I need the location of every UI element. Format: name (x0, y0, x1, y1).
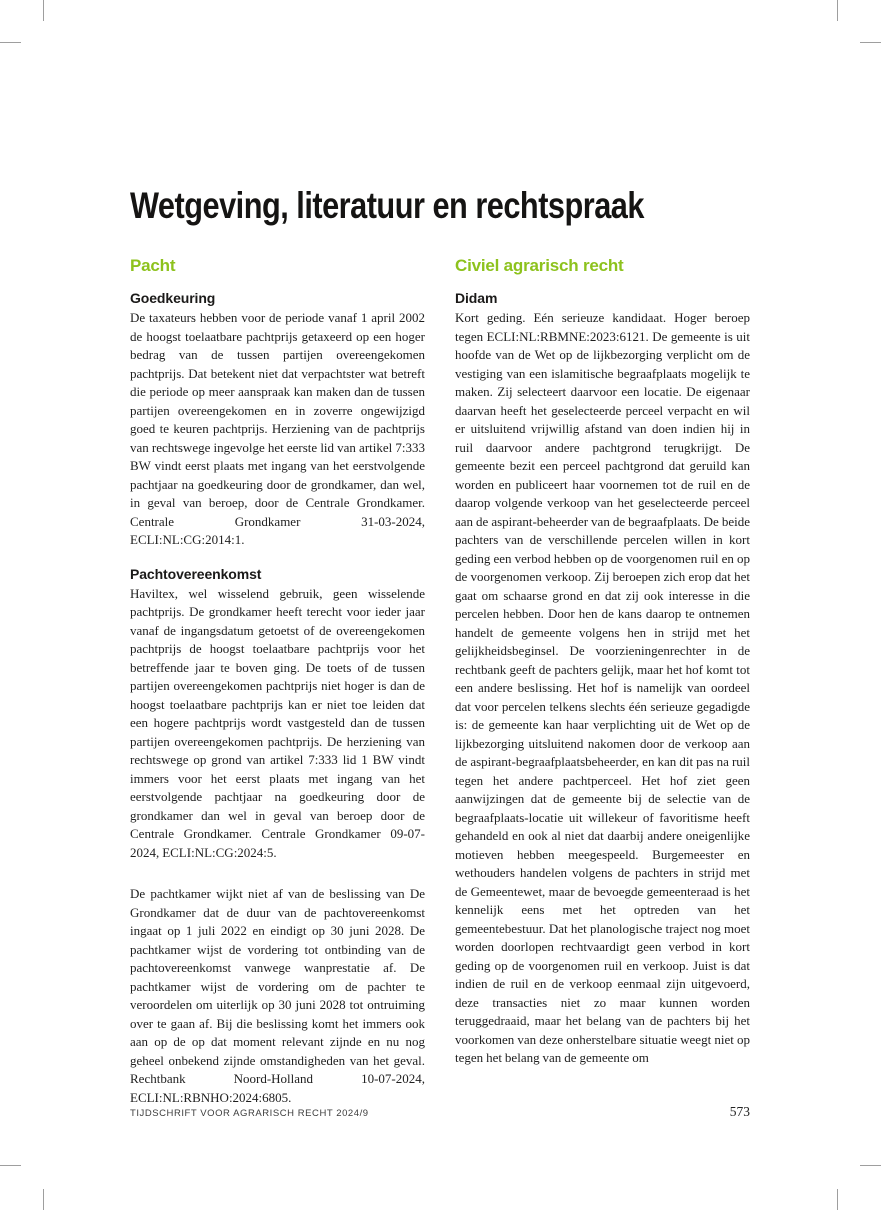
two-column-layout (130, 256, 750, 1107)
section-heading-pacht: Pacht (130, 256, 176, 275)
crop-mark-bottom-right-horizontal (860, 1165, 881, 1166)
crop-mark-top-right-horizontal (860, 42, 881, 43)
article-heading: Goedkeuring (130, 290, 216, 306)
article-pachtovereenkomst (130, 566, 425, 1108)
article-heading: Didam (455, 290, 498, 306)
column-right (455, 256, 750, 1107)
article-paragraph: Haviltex, wel wisselend gebruik, geen wisselende pachtprijs. De grondkamer heeft terecht voor ieder jaar vanaf de ingangsdatum getoetst of de overeengekomen pachtprijs de hoogst toelaatbare pachtprijs voor het betreffende jaar te boven ging. De toets of de tussen partijen overeengekomen pachtprijs niet hoger is dan de hoogst toelaatbare pachtprijs kan er niet toe leiden dat een hogere pachtprijs wordt vastgesteld dan de tussen partijen overeengekomen pachtprijs. De herziening van rechtswege op grond van artikel 7:333 lid 1 BW vindt immers voor het eerst plaats met ingang van het eerstvolgende pachtjaar na goedkeuring door de grondkamer dan wel in geval van beroep door de Centrale Grondkamer. Centrale Grondkamer 09-07-2024, ECLI:NL:CG:2024:5. (130, 585, 425, 860)
page-title: Wetgeving, literatuur en rechtspraak (130, 185, 644, 226)
crop-mark-top-left-horizontal (0, 42, 21, 43)
crop-mark-top-left-vertical (43, 0, 44, 21)
page-content (130, 186, 750, 1107)
article-heading: Pachtovereenkomst (130, 565, 262, 582)
crop-mark-bottom-left-vertical (43, 1189, 44, 1210)
column-left (130, 256, 425, 1107)
crop-mark-bottom-left-horizontal (0, 1165, 21, 1166)
article-paragraph: De taxateurs hebben voor de periode vanaf 1 april 2002 de hoogst toelaatbare pachtprijs getaxeerd op een hoger bedrag van de tussen partijen overeengekomen pachtprijs. Dat betekent niet dat verpachtster wat betreft die periode op meer aanspraak kan maken dan de tussen partijen overeengekomen en in zoverre ongewijzigd goed te keuren pachtprijs. Herziening van de pachtprijs van rechtswege ingevolge het eerste lid van artikel 7:333 BW vindt eerst plaats met ingang van het eerstvolgende pachtjaar na goedkeuring door de grondkamer, dan wel, in geval van beroep, door de Centrale Grondkamer. Centrale Grondkamer 31-03-2024, ECLI:NL:CG:2014:1. (130, 310, 425, 547)
article-paragraph: Kort geding. Eén serieuze kandidaat. Hoger beroep tegen ECLI:NL:RBMNE:2023:6121. De gemeente is uit hoofde van de Wet op de lijkbezorging verplicht om de vestiging van een islamitische begraafplaats mogelijk te maken. Zij selecteert daarvoor een locatie. De eigenaar daarvan heeft het geselecteerde perceel verpacht en wil er uitsluitend vrijwillig afstand van doen indien hij in ruil daarvoor andere pachtgrond terugkrijgt. De gemeente bezit een perceel pachtgrond dat geruild kan worden en publiceert haar voornemen tot de ruil en de daarop volgende verkoop van het geselecteerde perceel aan de aspirant-beheerder van de begraafplaats. De beide pachters van de verschillende percelen willen in kort geding een verbod hebben op de voorgenomen ruil en op de voorgenomen verkoop. Zij beroepen zich erop dat het gaat om schaarse grond en dat zij ook interesse in die percelen hebben. Door hen de kans daarop te ontnemen handelt de gemeente volgens hen in strijd met het gelijkheidsbeginsel. De voorzieningenrechter in de rechtbank geeft de pachters gelijk, maar het hof komt tot een andere beslissing. Het hof is namelijk van oordeel dat voor percelen telkens slechts één serieuze gegadigde is: de gemeente kan haar verplichting uit de Wet op de lijkbezorging uitsluitend nakomen door de verkoop aan de aspirant-begraafplaatsbeheerder, en kan dit pas na ruil tegen het andere pachtperceel. Het hof ziet geen aanwijzingen dat de gemeente bij de selectie van de begraafplaats-locatie uit willekeur of favoritisme heeft gehandeld en ook al niet dat daarbij andere oneigenlijke motieven hebben meegespeeld. Burgemeester en wethouders handelen volgens de pachters in strijd met de Gemeentewet, maar de bevoegde gemeenteraad is het kennelijk eens met het optreden van het gemeentebestuur. Dat het planologische traject nog moet worden doorlopen rechtvaardigt geen verbod in kort geding op de voorgenomen ruil en verkoop. Juist is dat indien de ruil en de verkoop eenmaal zijn uitgevoerd, deze transacties niet zo maar kunnen worden teruggedraaid, maar het belang van de pachters bij het voorkomen van deze onherstelbare situatie weegt niet op tegen het belang van de gemeente om (455, 310, 750, 1065)
journal-name: TIJDSCHRIFT VOOR AGRARISCH RECHT 2024/9 (130, 1108, 369, 1119)
page-number: 573 (729, 1104, 750, 1119)
page-footer (130, 1104, 750, 1120)
crop-mark-bottom-right-vertical (837, 1189, 838, 1210)
section-heading-civiel-agrarisch-recht: Civiel agrarisch recht (455, 256, 624, 275)
article-didam (455, 290, 750, 1068)
crop-mark-top-right-vertical (837, 0, 838, 21)
article-paragraph: De pachtkamer wijkt niet af van de beslissing van De Grondkamer dat de duur van de pachtovereenkomst ingaat op 1 juli 2022 en eindigt op 30 juni 2028. De pachtkamer wijst de vordering tot ontbinding van de pachtovereenkomst vanwege wanprestatie af. De pachtkamer wijst de vordering om de pachter te veroordelen om uiterlijk op 30 juni 2028 tot ontruiming over te gaan af. Bij die beslissing komt het immers ook aan op de op dat moment relevant zijnde en nu nog geheel onbekend zijnde omstandigheden van het geval. Rechtbank Noord-Holland 10-07-2024, ECLI:NL:RBNHO:2024:6805. (130, 886, 425, 1105)
article-goedkeuring (130, 290, 425, 550)
